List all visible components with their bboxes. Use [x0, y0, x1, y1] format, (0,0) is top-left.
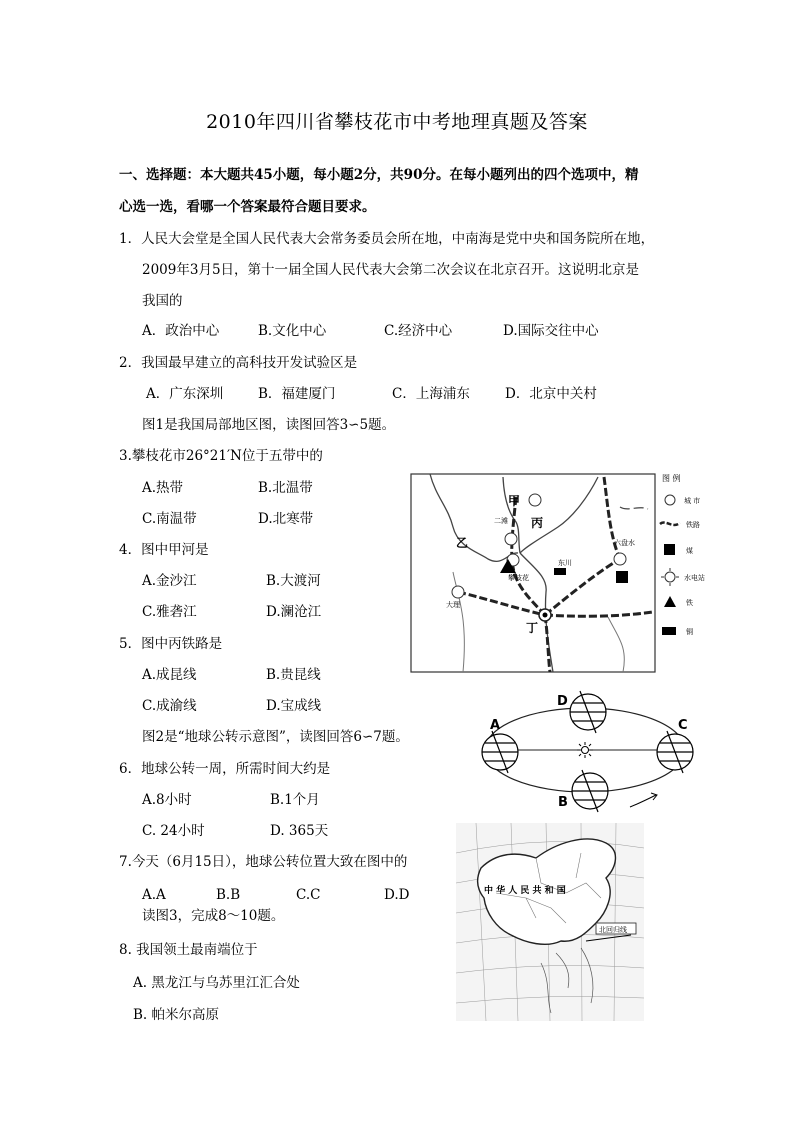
- q8-option-a: A. 黑龙江与乌苏里江汇合处: [133, 975, 300, 991]
- q4-option-c: C.雅砻江: [142, 604, 197, 620]
- earth-orbit-figure: [470, 685, 700, 815]
- q6-option-a: A.8小时: [142, 792, 192, 808]
- legend-city: 城 市: [684, 497, 701, 505]
- label-liupanshui: 六盘水: [614, 539, 635, 547]
- q4-option-b: B.大渡河: [266, 573, 321, 589]
- q7-option-c: C.C: [296, 887, 321, 903]
- label-jia: 甲: [508, 494, 521, 508]
- q5-option-c: C.成渝线: [142, 698, 197, 714]
- q4-option-d: D.澜沧江: [266, 604, 322, 620]
- q1-stem-line3: 我国的: [142, 293, 183, 309]
- q1-option-c: C.经济中心: [384, 323, 453, 339]
- q1-option-d: D.国际交往中心: [503, 323, 599, 339]
- section-heading-line1: 一、选择题：本大题共45小题，每小题2分，共90分。在每小题列出的四个选项中，精: [119, 167, 639, 183]
- q7-stem: 7.今天（6月15日），地球公转位置大致在图中的: [119, 854, 408, 870]
- sun-icon: [577, 742, 593, 758]
- section-heading-line2: 心选一选，看哪一个答案最符合题目要求。: [119, 199, 376, 215]
- q5-option-b: B.贵昆线: [266, 667, 321, 683]
- q5-stem: 5．图中丙铁路是: [119, 636, 223, 652]
- legend-hydro: 水电站: [684, 574, 705, 582]
- q7-option-d: D.D: [384, 887, 410, 903]
- legend-title: 图 例: [662, 474, 681, 483]
- q5-option-d: D.宝成线: [266, 698, 322, 714]
- q1-stem-line1: 1．人民大会堂是全国人民代表大会常务委员会所在地，中南海是党中央和国务院所在地，: [119, 231, 655, 247]
- q2-option-b: B．福建厦门: [258, 386, 336, 402]
- q3-option-d: D.北寒带: [258, 511, 314, 527]
- q2-option-a: A．广东深圳: [146, 386, 224, 402]
- q7-option-a: A.A: [142, 887, 166, 903]
- q6-option-c: C. 24小时: [142, 823, 205, 839]
- copper-symbol: [554, 568, 566, 575]
- q2-option-c: C．上海浦东: [392, 386, 470, 402]
- q7-option-b: B.B: [216, 887, 241, 903]
- q6-option-b: B.1个月: [270, 792, 320, 808]
- page-title: 2010年四川省攀枝花市中考地理真题及答案: [206, 111, 588, 133]
- q3-option-c: C.南温带: [142, 511, 197, 527]
- q3-stem: 3.攀枝花市26°21′N位于五带中的: [119, 448, 323, 464]
- label-panzhihua: 攀枝花: [508, 574, 529, 582]
- label-dali: 大理: [446, 601, 460, 609]
- orbit-label-a: A: [490, 718, 501, 733]
- legend-rail: 铁路: [686, 521, 700, 529]
- earth-position-c: [657, 731, 693, 773]
- label-ding: 丁: [526, 621, 539, 635]
- q8-stem: 8. 我国领土最南端位于: [119, 942, 258, 958]
- q3-option-a: A.热带: [142, 480, 184, 496]
- fig1-intro: 图1是我国局部地区图，读图回答3∽5题。: [142, 417, 396, 433]
- legend-coal: 煤: [686, 547, 693, 555]
- q4-stem: 4．图中甲河是: [119, 542, 209, 558]
- legend-copper: 铜: [686, 628, 693, 636]
- label-dongchuan: 东川: [558, 559, 572, 567]
- regional-map-figure: [408, 467, 718, 677]
- q1-option-b: B.文化中心: [258, 323, 327, 339]
- china-map-figure: [456, 823, 644, 1021]
- china-label: 中 华 人 民 共 和 国: [484, 886, 566, 896]
- q5-option-a: A.成昆线: [142, 667, 197, 683]
- q1-option-a: A．政治中心: [142, 323, 220, 339]
- q4-option-a: A.金沙江: [142, 573, 197, 589]
- q2-stem: 2．我国最早建立的高科技开发试验区是: [119, 355, 358, 371]
- q3-option-b: B.北温带: [258, 480, 313, 496]
- earth-position-d: [570, 691, 606, 733]
- orbit-label-c: C: [678, 718, 688, 733]
- fig3-intro: 读图3，完成8～10题。: [142, 908, 285, 924]
- orbit-label-d: D: [557, 694, 568, 709]
- label-yi: 乙: [456, 536, 469, 550]
- label-ertan: 二滩: [494, 517, 508, 525]
- q2-option-d: D．北京中关村: [505, 386, 597, 402]
- label-bing: 丙: [531, 516, 544, 530]
- tropic-of-cancer-label: 北回归线: [599, 926, 627, 934]
- q6-option-d: D. 365天: [270, 823, 329, 839]
- earth-position-a: [482, 731, 518, 773]
- orbit-label-b: B: [558, 795, 568, 810]
- q1-stem-line2: 2009年3月5日，第十一届全国人民代表大会第二次会议在北京召开。这说明北京是: [142, 262, 640, 278]
- q8-option-b: B. 帕米尔高原: [133, 1007, 220, 1023]
- fig2-intro: 图2是“地球公转示意图”，读图回答6∽7题。: [142, 729, 409, 745]
- coal-symbol: [616, 571, 628, 583]
- legend-iron: 铁: [686, 599, 693, 607]
- earth-position-b: [572, 770, 608, 812]
- q6-stem: 6．地球公转一周，所需时间大约是: [119, 761, 331, 777]
